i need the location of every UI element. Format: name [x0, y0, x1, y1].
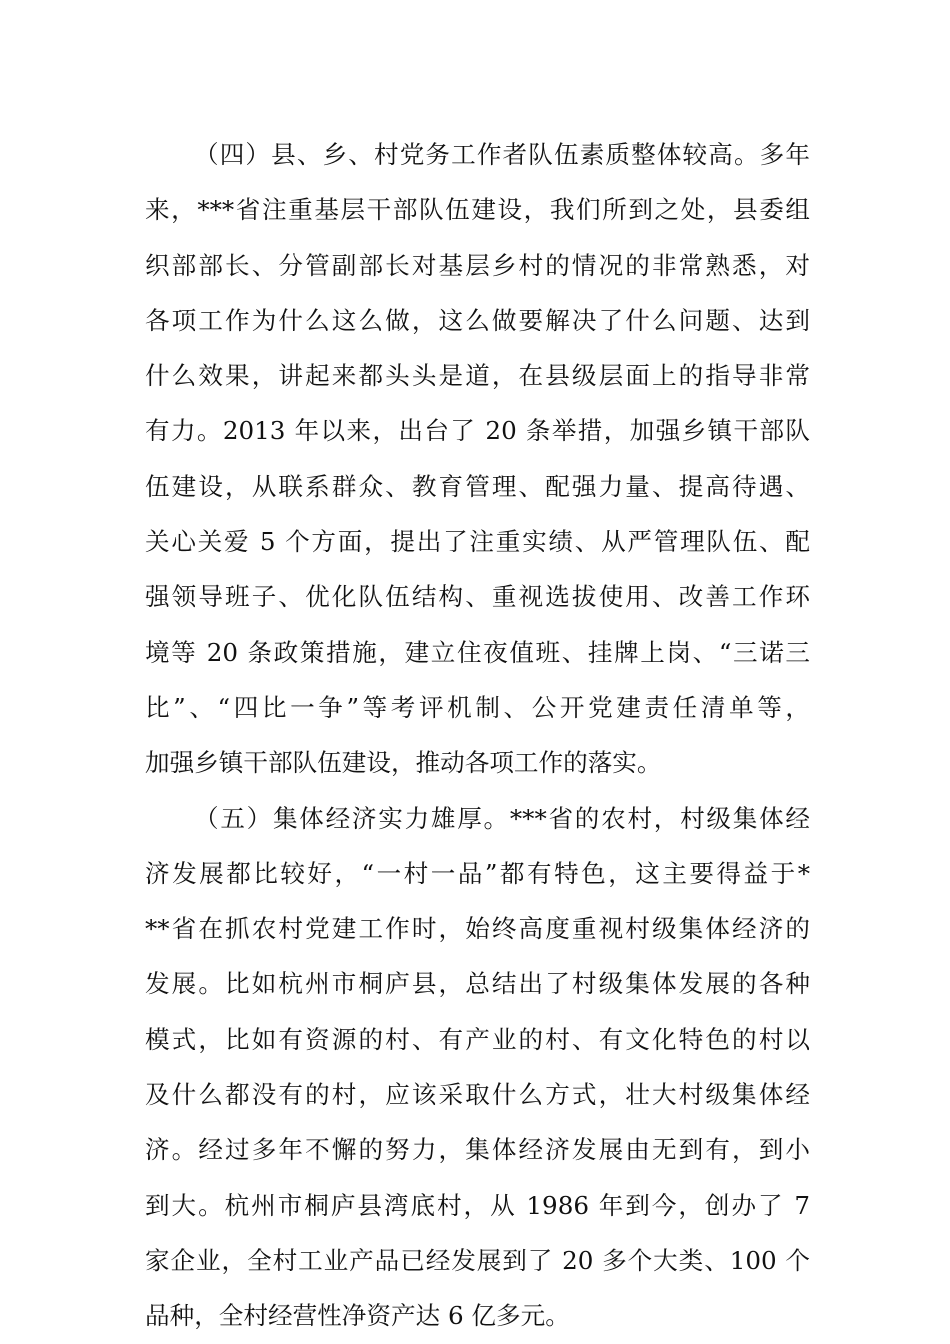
paragraph-line: 及什么都没有的村，应该采取什么方式，壮大村级集体经	[145, 1080, 810, 1110]
paragraph-line: 济发展都比较好，“一村一品”都有特色，这主要得益于*	[145, 858, 810, 888]
document-body	[145, 127, 810, 1344]
paragraph-line: 品种，全村经营性净资产达 6 亿多元。	[145, 1301, 570, 1331]
paragraph-line: 到大。杭州市桐庐县湾底村，从 1986 年到今，创办了 7	[145, 1190, 810, 1220]
paragraph-5	[145, 791, 810, 1344]
paragraph-4	[145, 127, 810, 791]
paragraph-line: 加强乡镇干部队伍建设，推动各项工作的落实。	[145, 748, 662, 778]
paragraph-line: 来，***省注重基层干部队伍建设，我们所到之处，县委组	[145, 195, 810, 225]
paragraph-line: （五）集体经济实力雄厚。***省的农村，村级集体经	[194, 803, 810, 833]
paragraph-line: 模式，比如有资源的村、有产业的村、有文化特色的村以	[145, 1024, 810, 1054]
paragraph-line: 比”、“四比一争”等考评机制、公开党建责任清单等，	[145, 692, 810, 722]
paragraph-line: （四）县、乡、村党务工作者队伍素质整体较高。多年	[194, 140, 810, 169]
paragraph-line: 各项工作为什么这么做，这么做要解决了什么问题、达到	[145, 305, 810, 335]
paragraph-line: 济。经过多年不懈的努力，集体经济发展由无到有，到小	[145, 1135, 810, 1165]
paragraph-line: 强领导班子、优化队伍结构、重视选拔使用、改善工作环	[145, 582, 810, 612]
paragraph-line: 织部部长、分管副部长对基层乡村的情况的非常熟悉，对	[145, 250, 810, 280]
paragraph-line: 家企业，全村工业产品已经发展到了 20 多个大类、100 个	[145, 1245, 810, 1275]
paragraph-line: **省在抓农村党建工作时，始终高度重视村级集体经济的	[145, 914, 810, 944]
paragraph-line: 关心关爱 5 个方面，提出了注重实绩、从严管理队伍、配	[145, 527, 810, 557]
paragraph-line: 什么效果，讲起来都头头是道，在县级层面上的指导非常	[145, 361, 810, 391]
paragraph-line: 有力。2013 年以来，出台了 20 条举措，加强乡镇干部队	[145, 416, 810, 446]
paragraph-line: 发展。比如杭州市桐庐县，总结出了村级集体发展的各种	[145, 969, 810, 999]
paragraph-line: 伍建设，从联系群众、教育管理、配强力量、提高待遇、	[145, 471, 810, 501]
paragraph-line: 境等 20 条政策措施，建立住夜值班、挂牌上岗、“三诺三	[145, 637, 810, 667]
